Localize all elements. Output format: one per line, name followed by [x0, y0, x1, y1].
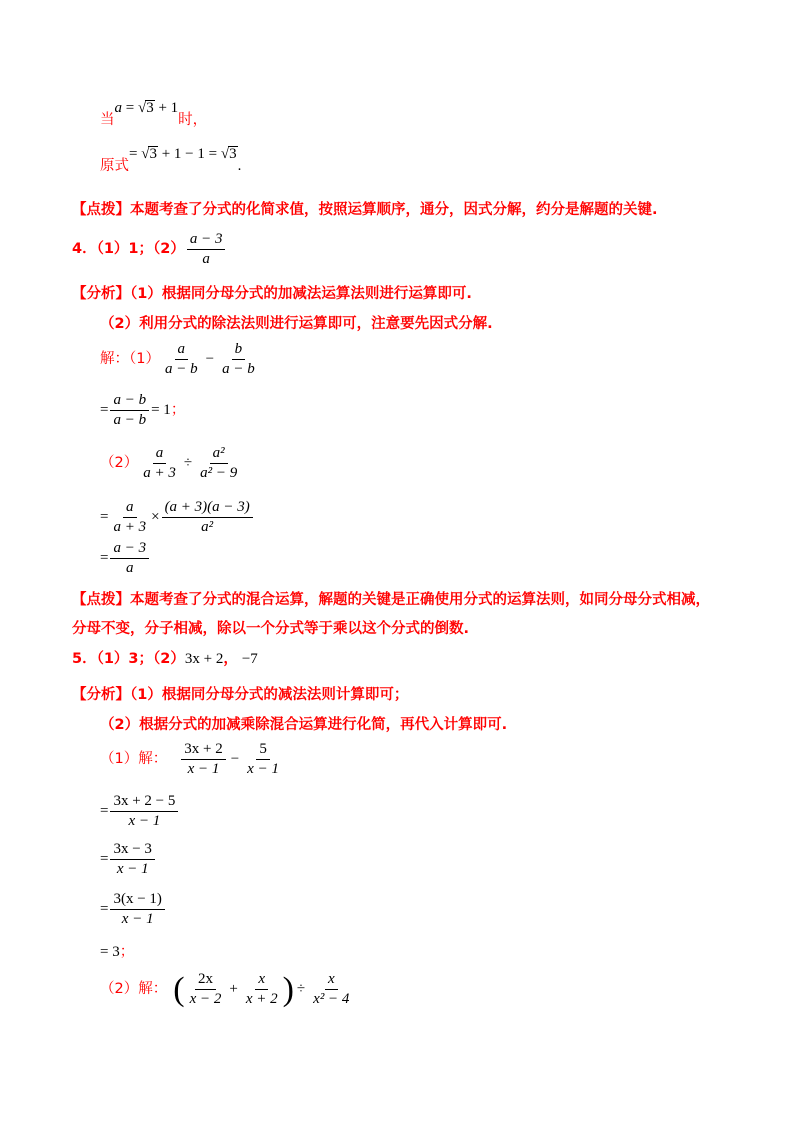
q5-solution-5 [100, 945, 134, 960]
q4-ans2-den: a [202, 251, 210, 267]
frac-den: x − 1 [116, 861, 149, 877]
frac-den: a − b [222, 361, 255, 377]
q5-sol2-frac [110, 794, 178, 829]
q5-analysis-2: （2）根据分式的加减乘除混合运算进行化简，再代入计算即可. [100, 717, 508, 733]
frac-num: x [325, 972, 338, 990]
equals-sign: = [100, 901, 109, 917]
q5-answer [72, 652, 258, 667]
left-paren: ( [173, 970, 185, 1008]
frac-num: x [255, 972, 268, 990]
frac-den: a² [201, 519, 214, 535]
line-when [100, 100, 208, 128]
equals-sign: = [100, 509, 109, 525]
minus-sign: − [205, 351, 215, 367]
q5-sol5-end: ； [119, 944, 135, 960]
frac-num: (a + 3)(a − 3) [162, 500, 253, 518]
frac-den: x − 1 [187, 761, 220, 777]
q4-sol2-frac [110, 393, 149, 428]
frac-den: a² − 9 [200, 465, 238, 481]
frac-den: a − b [164, 361, 198, 377]
q5-solution-3 [100, 842, 157, 877]
frac-den: a − b [113, 412, 147, 428]
q5-p2-frac-c [310, 972, 352, 1007]
q5-solution-1 [100, 742, 284, 777]
frac-den: a + 3 [113, 519, 147, 535]
q5-solution-4 [100, 892, 167, 927]
when-math: a = √3 + 1 [114, 100, 179, 116]
q5-ans3: −7 [241, 651, 258, 667]
q4-solution-2 [100, 393, 185, 428]
q5-sol1-frac-a [181, 742, 225, 777]
q5-sol4-frac [110, 892, 164, 927]
q4-solution-1 [100, 342, 260, 377]
frac-num: a [153, 446, 167, 464]
q5-head: 5．（1）3；（2） [72, 651, 185, 667]
q4-part2-label: （2） [100, 455, 139, 472]
frac-num: a − 3 [110, 541, 149, 559]
frac-num: a [175, 342, 189, 360]
frac-den: a [126, 560, 134, 576]
frac-num: 3x + 2 [181, 742, 225, 760]
q5-analysis-1: 【分析】（1）根据同分母分式的减法法则计算即可； [72, 687, 409, 703]
orig-prefix: 原式 [100, 158, 129, 174]
frac-den: x − 1 [247, 761, 279, 777]
q4-p22-frac-b [162, 500, 253, 535]
frac-den: x + 2 [245, 991, 278, 1007]
tip-2-line-2: 分母不变，分子相减，除以一个分式等于乘以这个分式的倒数. [72, 621, 470, 637]
q5-sol3-frac [110, 842, 154, 877]
q4-sol-label: 解：（1） [100, 351, 160, 368]
line-original [100, 146, 242, 174]
q4-sol1-frac-b [219, 342, 258, 377]
q5-sol-label: （1）解： [100, 751, 168, 768]
q4-sol2-result: = 1 [151, 402, 171, 418]
times-sign: × [151, 509, 160, 525]
q4-answer [72, 232, 227, 267]
q5-p2-frac-b [243, 972, 281, 1007]
q4-head: 4．（1）1；（2） [72, 241, 185, 258]
equals-sign: = [100, 803, 109, 819]
q4-p22-frac-a [110, 500, 149, 535]
q5-sep: ， [223, 651, 238, 667]
frac-den: a + 3 [143, 465, 176, 481]
frac-num: 3x − 3 [110, 842, 154, 860]
divide-sign: ÷ [296, 981, 306, 997]
frac-num: 2x [195, 972, 216, 990]
when-prefix: 当 [100, 112, 115, 128]
q4-ans2-num: a − 3 [187, 232, 226, 250]
q4-sol1-frac-a [162, 342, 201, 377]
q4-analysis-1: 【分析】（1）根据同分母分式的加减法运算法则进行运算即可. [72, 286, 472, 302]
q5-p2-frac-a [187, 972, 225, 1007]
equals-sign: = [100, 402, 109, 418]
when-suffix: 时， [178, 112, 208, 128]
q5-part2-1 [100, 972, 354, 1007]
plus-sign: + [229, 981, 238, 997]
q4-p23-frac [110, 541, 149, 576]
frac-num: b [232, 342, 246, 360]
q4-analysis-2: （2）利用分式的除法法则进行运算即可，注意要先因式分解. [100, 316, 493, 332]
frac-num: 5 [256, 742, 270, 760]
q5-ans2: 3x + 2 [184, 651, 224, 667]
q4-part2-3 [100, 541, 151, 576]
frac-num: a [123, 500, 137, 518]
q5-sol5-result: = 3 [100, 944, 120, 960]
equals-sign: = [100, 550, 109, 566]
orig-math: = √3 + 1 − 1 = √3 [129, 146, 237, 162]
q5-sol1-frac-b [244, 742, 282, 777]
divide-sign: ÷ [183, 455, 193, 471]
q4-part2-2 [100, 500, 255, 535]
q4-p2-frac-b [197, 446, 240, 481]
frac-den: x − 1 [121, 911, 154, 927]
frac-den: x − 1 [128, 813, 161, 829]
frac-num: 3(x − 1) [110, 892, 164, 910]
q4-part2-1 [100, 446, 242, 481]
tip-1: 【点拨】本题考查了分式的化简求值，按照运算顺序，通分，因式分解，约分是解题的关键. [72, 202, 658, 218]
q5-solution-2 [100, 794, 180, 829]
frac-num: a² [210, 446, 228, 464]
equals-sign: = [100, 851, 109, 867]
tip-2-line-1: 【点拨】本题考查了分式的混合运算，解题的关键是正确使用分式的运算法则，如同分母分式相减， [72, 592, 710, 608]
frac-num: 3x + 2 − 5 [110, 794, 178, 812]
frac-den: x − 2 [189, 991, 222, 1007]
q5-part2-label: （2）解： [100, 981, 168, 998]
frac-den: x² − 4 [313, 991, 350, 1007]
minus-sign: − [230, 751, 240, 767]
q4-sol2-end: ； [170, 402, 186, 419]
q4-ans2-fraction [187, 232, 226, 267]
q4-p2-frac-a [140, 446, 179, 481]
frac-num: a − b [110, 393, 149, 411]
right-paren: ) [282, 970, 294, 1008]
orig-suffix: . [237, 158, 242, 174]
